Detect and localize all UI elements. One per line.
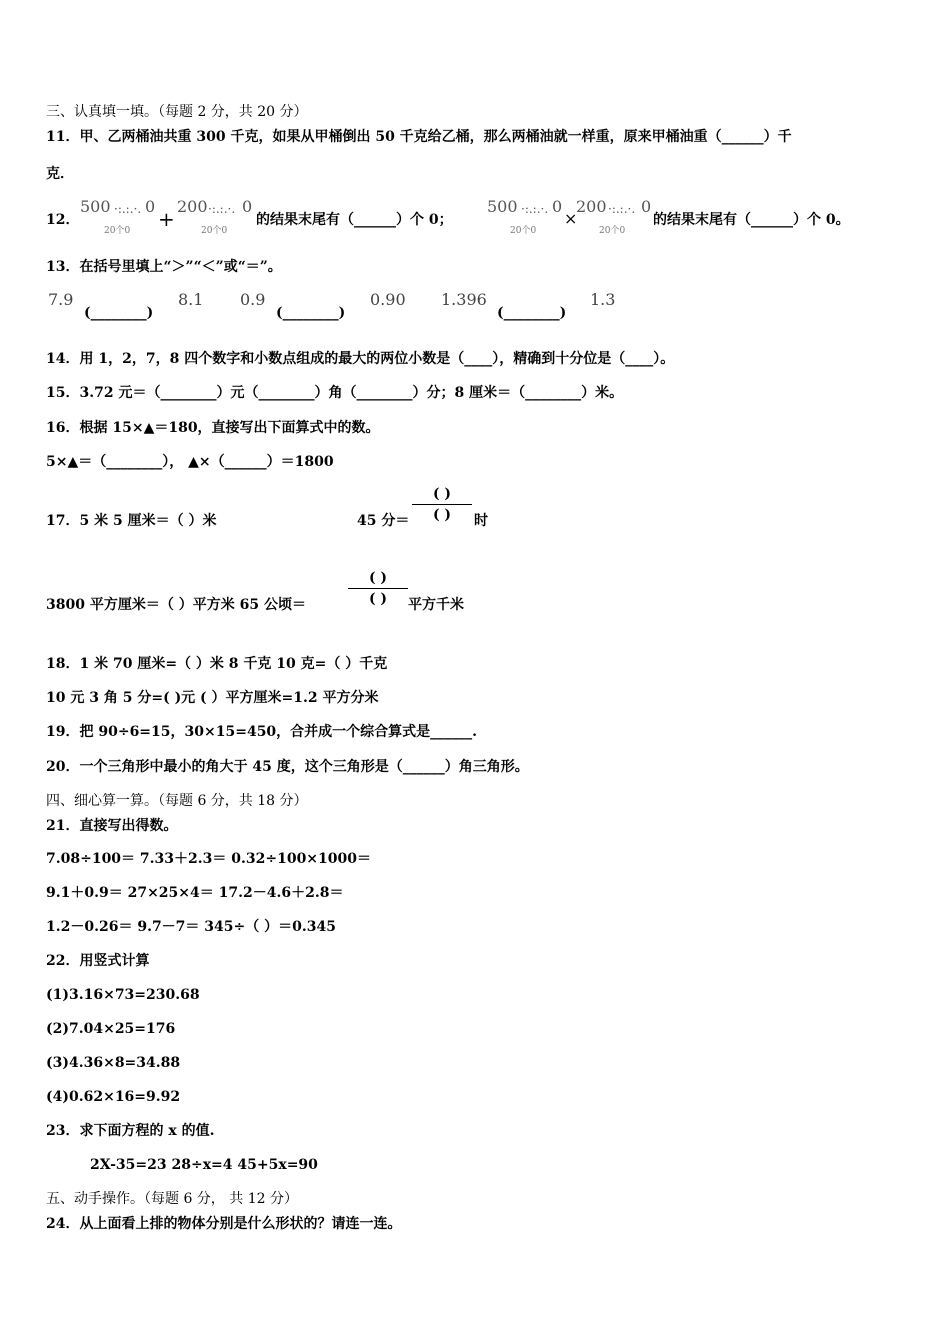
- question-17-hours-label: 45 分＝: [357, 513, 410, 529]
- question-22-item2: (2)7.04×25=176: [46, 1021, 176, 1037]
- zero-count: 20个0: [201, 226, 228, 236]
- sqkm-unit: 平方千米: [408, 597, 464, 613]
- compare-blank-3: (________): [497, 305, 567, 321]
- question-18-line1: 18．1 米 70 厘米=（ ）米 8 千克 10 克=（ ）千克: [46, 656, 388, 672]
- dots: ·:.:.·.: [608, 202, 636, 216]
- fraction-bar: [348, 588, 408, 589]
- question-18-line2: 10 元 3 角 5 分=( )元 ( ）平方厘米=1.2 平方分米: [46, 690, 379, 706]
- dots: ·:.:.·.: [114, 202, 142, 216]
- number-200: 200: [177, 197, 208, 216]
- section-three-heading: 三、认真填一填。（每题 2 分，共 20 分）: [46, 104, 308, 120]
- number-500: 500: [487, 197, 518, 216]
- compare-right-1: 8.1: [178, 290, 204, 309]
- compare-left-3: 1.396: [441, 290, 487, 309]
- question-24: 24．从上面看上排的物体分别是什么形状的？请连一连。: [46, 1216, 402, 1232]
- zero: 0: [552, 197, 563, 216]
- question-11-line2: 克．: [46, 166, 74, 182]
- zero: 0: [242, 197, 253, 216]
- compare-right-2: 0.90: [370, 290, 406, 309]
- fraction-numerator: ( ): [368, 570, 388, 586]
- fraction-numerator: ( ): [432, 486, 452, 502]
- fraction-blank-hours: [412, 485, 472, 524]
- zero: 0: [641, 197, 652, 216]
- compare-right-3: 1.3: [590, 290, 616, 309]
- compare-left-2: 0.9: [240, 290, 266, 309]
- question-12-mid: 的结果末尾有（______）个 0；: [256, 212, 453, 228]
- question-21-title: 21．直接写出得数。: [46, 818, 178, 834]
- question-16-line2: 5×▲＝（________）， ▲×（______）＝1800: [46, 454, 334, 470]
- question-17-line2: 3800 平方厘米＝（ ）平方米 65 公顷＝: [46, 597, 306, 613]
- compare-left-1: 7.9: [48, 290, 74, 309]
- question-22-item4: (4)0.62×16=9.92: [46, 1089, 181, 1105]
- dots: ·:.:.·.: [521, 202, 549, 216]
- section-four-heading: 四、细心算一算。（每题 6 分，共 18 分）: [46, 793, 308, 809]
- fraction-blank-sqkm: [348, 569, 408, 608]
- section-five-heading: 五、动手操作。（每题 6 分， 共 12 分）: [46, 1191, 298, 1207]
- number-500: 500: [80, 197, 111, 216]
- question-22-item3: (3)4.36×8=34.88: [46, 1055, 181, 1071]
- question-21-row3: 1.2－0.26＝ 9.7－7＝ 345÷（ ）＝0.345: [46, 919, 336, 935]
- question-21-row2: 9.1＋0.9＝ 27×25×4＝ 17.2－4.6＋2.8＝: [46, 885, 344, 901]
- zero-count: 20个0: [510, 226, 537, 236]
- zero-count: 20个0: [104, 226, 131, 236]
- compare-blank-2: (________): [276, 305, 346, 321]
- fraction-denominator: ( ): [432, 507, 452, 523]
- question-22-item1: (1)3.16×73=230.68: [46, 987, 200, 1003]
- question-23-equations: 2X-35=23 28÷x=4 45+5x=90: [90, 1157, 318, 1173]
- question-12-label: 12．: [46, 212, 80, 228]
- question-21-row1: 7.08÷100＝ 7.33＋2.3＝ 0.32÷100×1000＝: [46, 851, 372, 867]
- question-22-title: 22．用竖式计算: [46, 953, 150, 969]
- question-16-line1: 16．根据 15×▲＝180，直接写出下面算式中的数。: [46, 420, 380, 436]
- fraction-denominator: ( ): [368, 591, 388, 607]
- times-sign: ×: [564, 209, 578, 228]
- question-23-title: 23．求下面方程的 x 的值.: [46, 1123, 215, 1139]
- question-14: 14．用 1，2，7，8 四个数字和小数点组成的最大的两位小数是（____），精确到十分位是（____）。: [46, 351, 675, 367]
- number-200: 200: [576, 197, 607, 216]
- zero-count: 20个0: [599, 226, 626, 236]
- hours-unit: 时: [474, 513, 488, 529]
- dots: ·:.:.·.: [208, 202, 236, 216]
- question-20: 20．一个三角形中最小的角大于 45 度，这个三角形是（______）角三角形。: [46, 759, 529, 775]
- question-17-line1: 17．5 米 5 厘米＝（ ）米: [46, 513, 217, 529]
- question-12-end: 的结果末尾有（______）个 0。: [653, 212, 850, 228]
- fraction-bar: [412, 504, 472, 505]
- question-13-title: 13．在括号里填上“＞”“＜”或“＝”。: [46, 259, 282, 275]
- question-19: 19．把 90÷6=15，30×15=450，合并成一个综合算式是______.: [46, 724, 478, 740]
- question-15: 15．3.72 元＝（________）元（________）角（________）分；8 厘米＝（________）米。: [46, 385, 624, 401]
- plus-sign: +: [158, 207, 175, 231]
- question-11-line1: 11．甲、乙两桶油共重 300 千克，如果从甲桶倒出 50 千克给乙桶，那么两桶油就一样重，原来甲桶油重（______）千: [46, 129, 792, 145]
- zero: 0: [145, 197, 156, 216]
- compare-blank-1: (________): [84, 305, 154, 321]
